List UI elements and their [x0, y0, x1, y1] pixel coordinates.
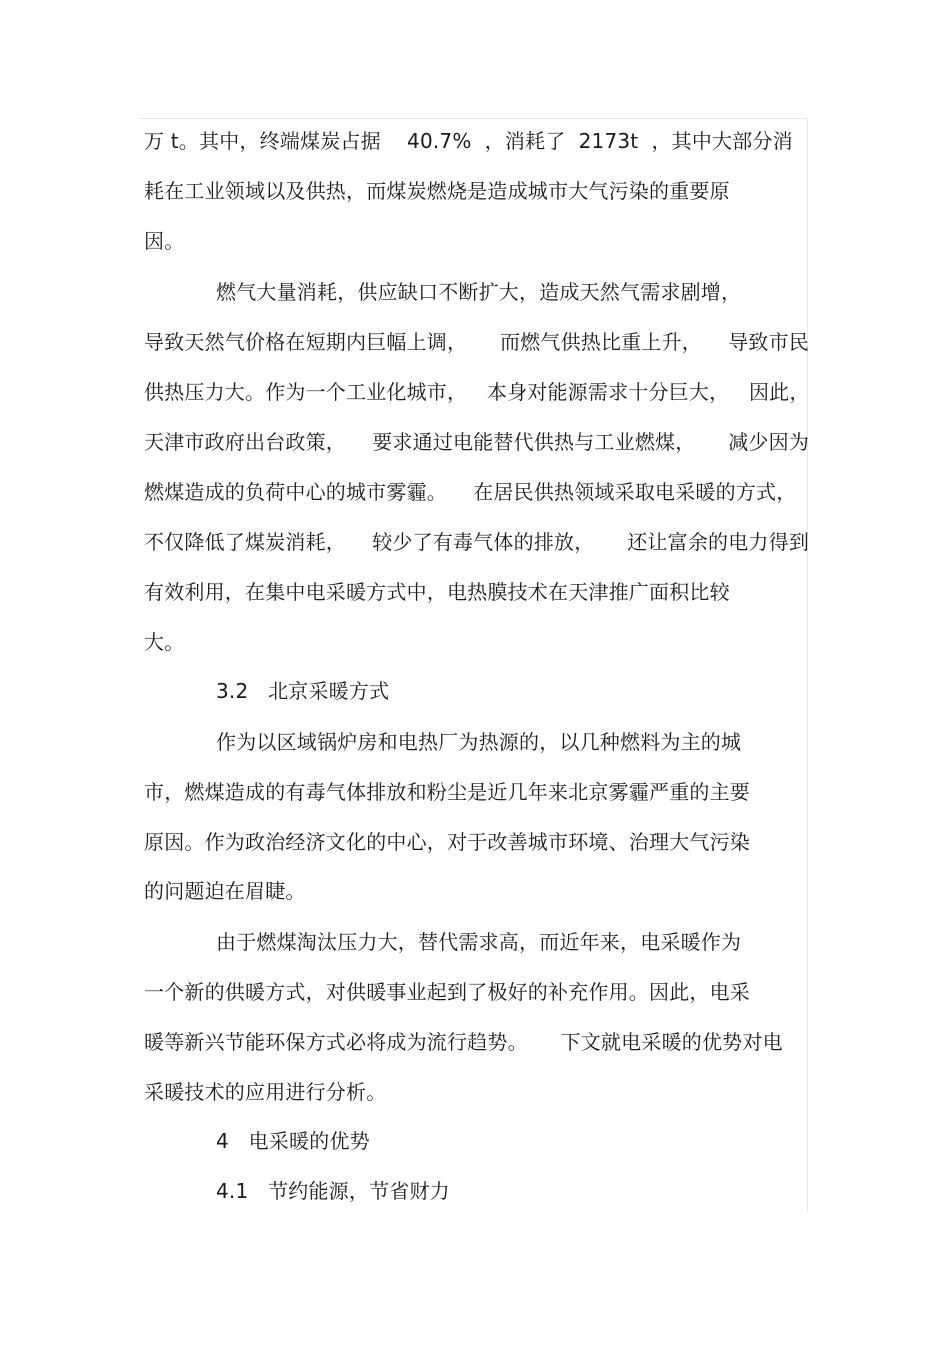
- text-line: 万 t。其中，终端煤炭占据 40.7% ，消耗了 2173t ，其中大部分消: [144, 129, 793, 153]
- text-line: 有效利用，在集中电采暖方式中，电热膜技术在天津推广面积比较: [144, 580, 730, 604]
- text-line: 燃煤造成的负荷中心的城市雾霾。 在居民供热领域采取电采暖的方式，: [144, 480, 797, 504]
- section-heading-4-1: 4.1 节约能源，节省财力: [216, 1179, 450, 1203]
- text-line: 原因。作为政治经济文化的中心，对于改善城市环境、治理大气污染: [144, 830, 750, 854]
- paragraph-start-line: 由于燃煤淘汰压力大，替代需求高，而近年来，电采暖作为: [216, 930, 742, 954]
- text-line: 大。: [144, 630, 185, 654]
- text-line: 暖等新兴节能环保方式必将成为流行趋势。 下文就电采暖的优势对电: [144, 1030, 783, 1054]
- text-line: 耗在工业领域以及供热，而煤炭燃烧是造成城市大气污染的重要原: [144, 179, 730, 203]
- text-line: 采暖技术的应用进行分析。: [144, 1080, 387, 1104]
- text-line: 一个新的供暖方式，对供暖事业起到了极好的补充作用。因此，电采: [144, 980, 750, 1004]
- text-line: 因。: [144, 229, 185, 253]
- text-line: 导致天然气价格在短期内巨幅上调， 而燃气供热比重上升， 导致市民: [144, 330, 810, 354]
- text-line: 市，燃煤造成的有毒气体排放和粉尘是近几年来北京雾霾严重的主要: [144, 780, 750, 804]
- section-heading-4: 4 电采暖的优势: [216, 1129, 370, 1153]
- text-line: 的问题迫在眉睫。: [144, 879, 306, 903]
- text-line: 天津市政府出台政策， 要求通过电能替代供热与工业燃煤， 减少因为: [144, 430, 810, 454]
- paragraph-start-line: 作为以区域锅炉房和电热厂为热源的，以几种燃料为主的城: [216, 730, 742, 754]
- section-heading-3-2: 3.2 北京采暖方式: [216, 679, 390, 703]
- text-line: 不仅降低了煤炭消耗， 较少了有毒气体的排放， 还让富余的电力得到: [144, 530, 810, 554]
- paragraph-start-line: 燃气大量消耗，供应缺口不断扩大，造成天然气需求剧增，: [216, 280, 742, 304]
- text-line: 供热压力大。作为一个工业化城市， 本身对能源需求十分巨大， 因此，: [144, 380, 810, 404]
